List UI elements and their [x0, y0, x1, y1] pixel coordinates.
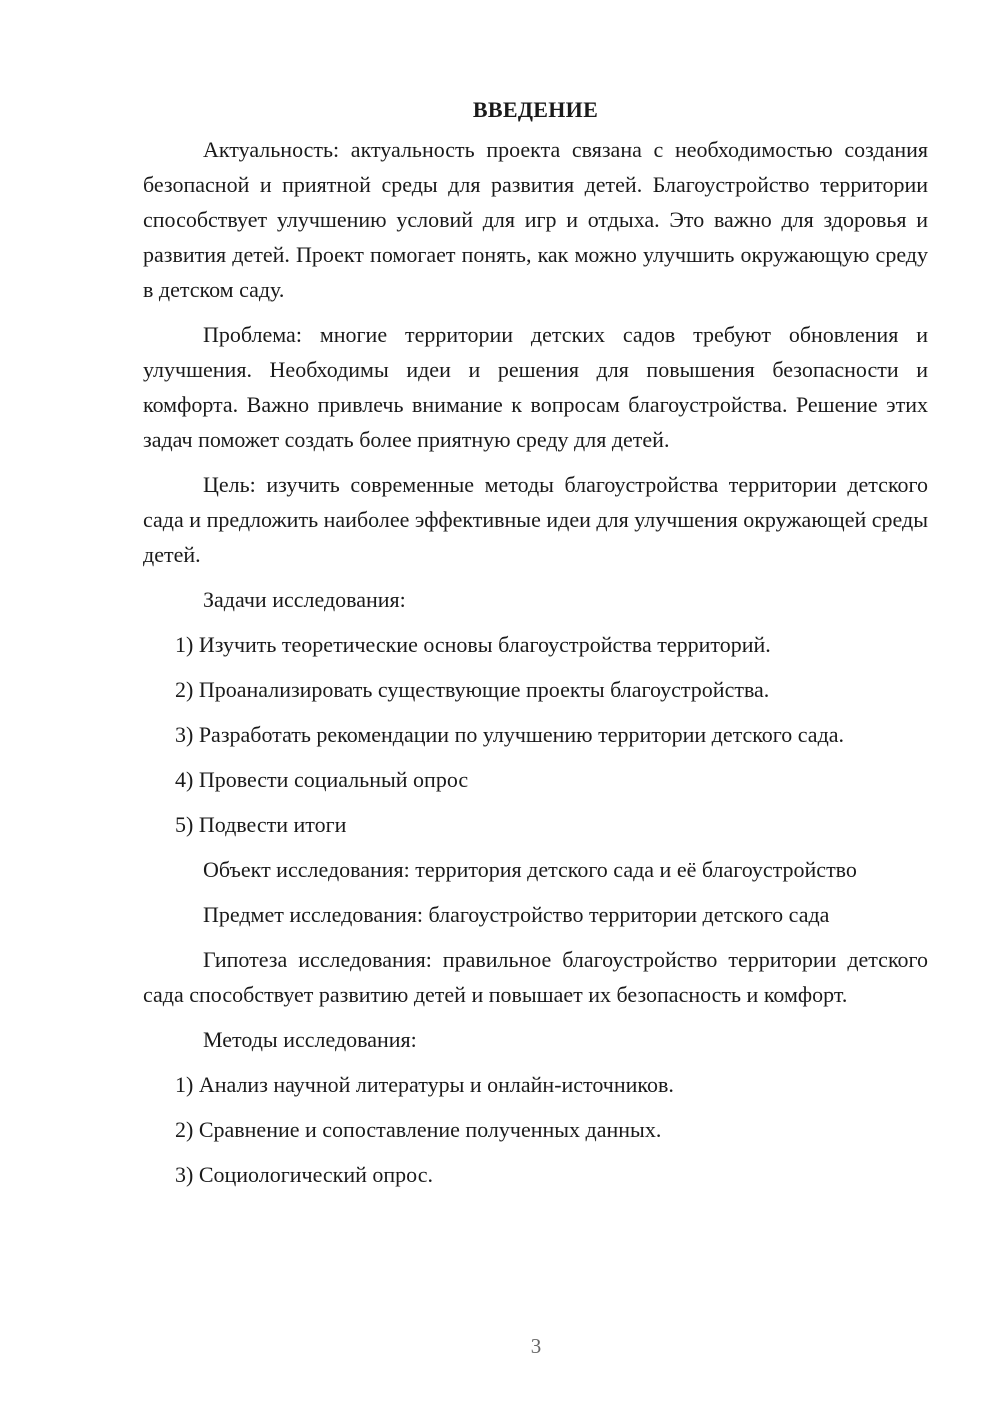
tasks-heading: Задачи исследования:: [203, 587, 406, 612]
paragraph-goal: Цель: изучить современные методы благоустройства территории детского сада и предложить наиболее эффективные идеи для улучшения окружающей среды детей.: [143, 472, 928, 567]
paragraph-hypothesis: Гипотеза исследования: правильное благоустройство территории детского сада способствует развитию детей и повышает их безопасность и комфорт.: [143, 947, 928, 1007]
page-number: 3: [530, 1334, 542, 1358]
task-item: 2) Проанализировать существующие проекты благоустройства.: [175, 677, 770, 702]
task-item: 5) Подвести итоги: [175, 812, 347, 837]
task-item: 4) Провести социальный опрос: [175, 767, 469, 792]
task-item: 1) Изучить теоретические основы благоустройства территорий.: [175, 632, 771, 657]
method-item: 1) Анализ научной литературы и онлайн-источников.: [175, 1072, 674, 1097]
method-item: 3) Социологический опрос.: [175, 1162, 433, 1187]
page-content: [143, 92, 928, 1202]
section-title: ВВЕДЕНИЕ: [472, 97, 599, 122]
paragraph-object: Объект исследования: территория детского сада и её благоустройство: [203, 857, 857, 882]
paragraph-problem: Проблема: многие территории детских садов требуют обновления и улучшения. Необходимы идеи и решения для повышения безопасности и комфорта. Важно привлечь внимание к вопросам благоустройства. Решение этих задач поможет создать более приятную среду для детей.: [143, 322, 928, 452]
task-item: 3) Разработать рекомендации по улучшению территории детского сада.: [175, 722, 845, 747]
paragraph-subject: Предмет исследования: благоустройство территории детского сада: [203, 902, 830, 927]
methods-heading: Методы исследования:: [203, 1027, 417, 1052]
method-item: 2) Сравнение и сопоставление полученных данных.: [175, 1117, 662, 1142]
paragraph-relevance: Актуальность: актуальность проекта связана с необходимостью создания безопасной и приятной среды для развития детей. Благоустройство территории способствует улучшению условий для игр и отдыха. Это важно для здоровья и развития детей. Проект помогает понять, как можно улучшить окружающую среду в детском саду.: [143, 137, 928, 302]
